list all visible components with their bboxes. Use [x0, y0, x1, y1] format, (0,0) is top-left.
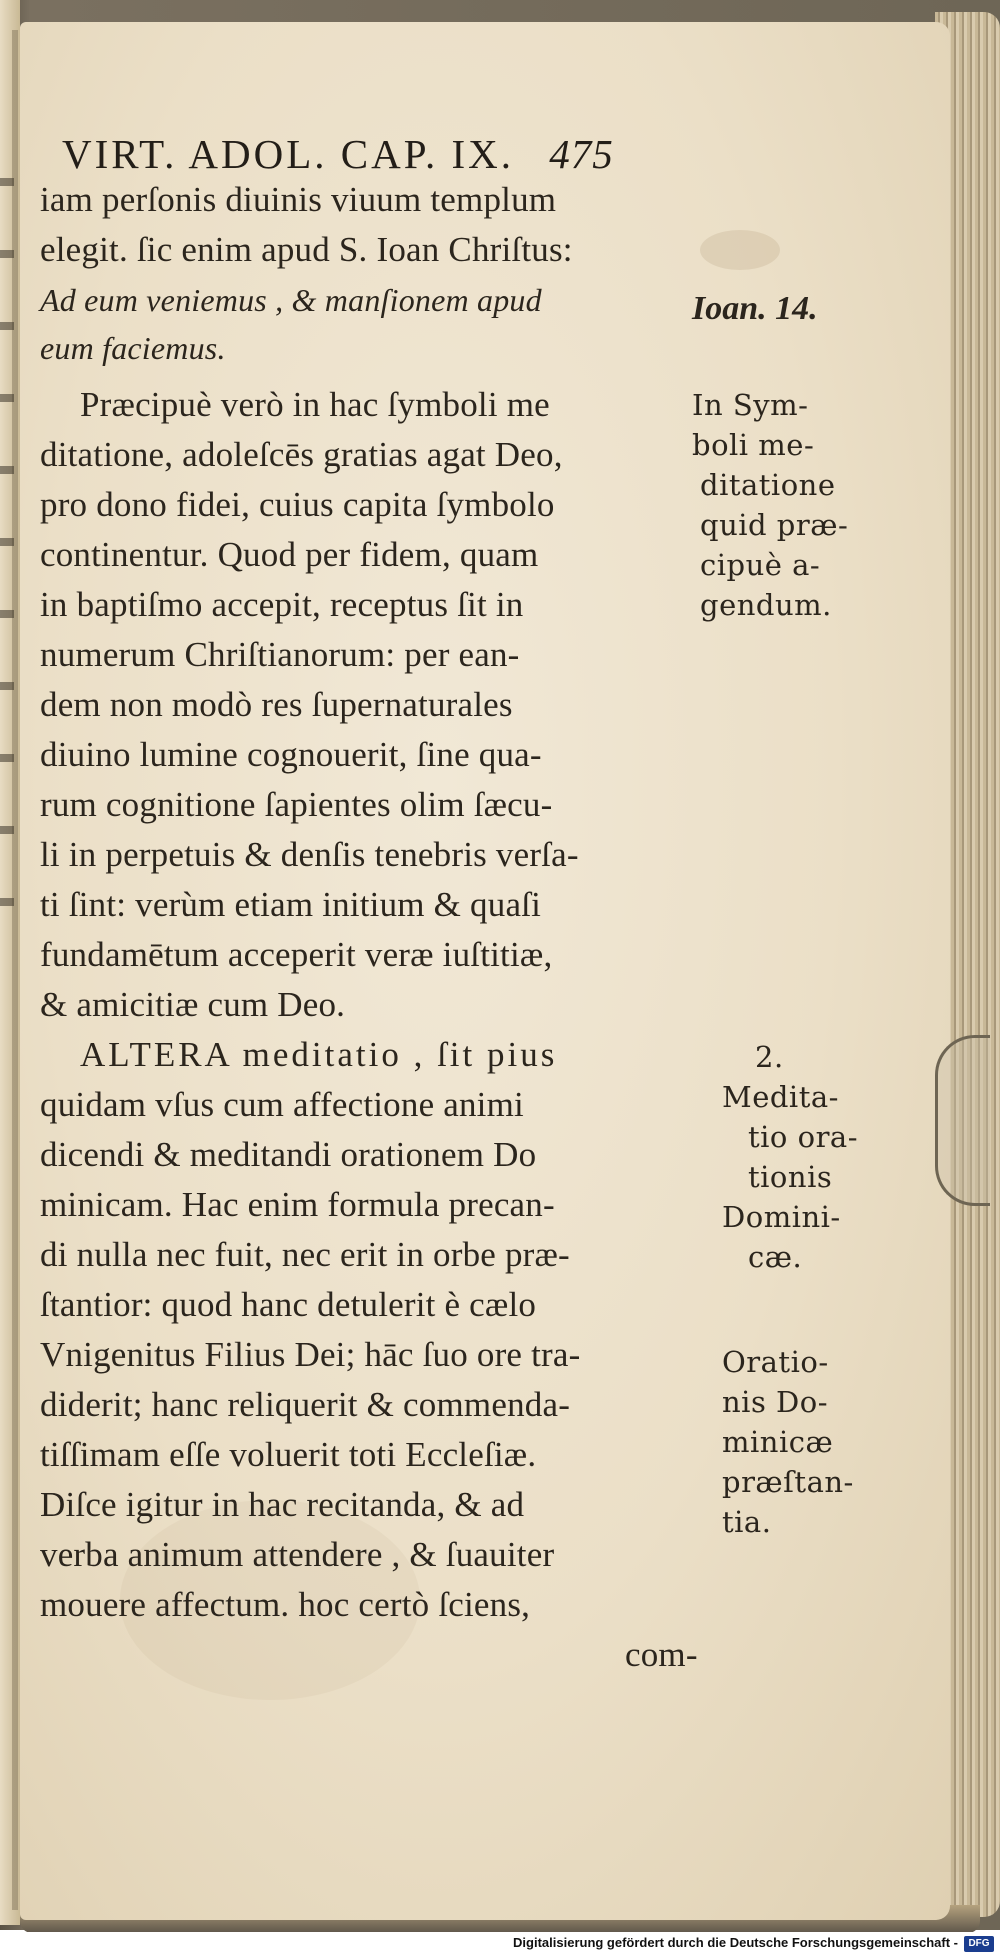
margin-line: cæ.	[748, 1240, 803, 1274]
text-line: rum cognitione ſapientes olim ſæcu-	[40, 785, 553, 824]
page-clip	[935, 1035, 990, 1206]
paper-stain	[700, 230, 780, 270]
text-line: pro dono fidei, cuius capita ſymbolo	[40, 485, 555, 524]
text-line: diuino lumine cognouerit, ſine qua-	[40, 735, 542, 774]
margin-line: In Sym-	[692, 388, 809, 422]
dfg-logo: DFG	[964, 1936, 994, 1952]
text-line: Vnigenitus Filius Dei; hāc ſuo ore tra-	[40, 1335, 581, 1374]
running-title: VIRT. ADOL. CAP. IX.	[62, 131, 514, 177]
text-line: ſtantior: quod hanc detulerit è cælo	[40, 1285, 537, 1324]
text-line: ALTERA meditatio , ſit pius	[80, 1035, 558, 1074]
text-line: diderit; hanc reliquerit & commenda-	[40, 1385, 571, 1424]
text-line: li in perpetuis & denſis tenebris verſa-	[40, 835, 579, 874]
text-line: minicam. Hac enim formula precan-	[40, 1185, 555, 1224]
funding-credit: Digitalisierung gefördert durch die Deutsche Forschungsgemeinschaft -	[513, 1935, 958, 1950]
text-line: ditatione, adoleſcēs gratias agat Deo,	[40, 435, 563, 474]
margin-line: præſtan-	[722, 1465, 854, 1499]
text-line: & amicitiæ cum Deo.	[40, 985, 346, 1024]
text-line: Ad eum veniemus , & manſionem apud	[40, 282, 542, 318]
margin-line: tio ora-	[748, 1120, 859, 1154]
margin-line: ditatione	[700, 468, 836, 502]
text-line: Præcipuè verò in hac ſymboli me	[80, 385, 550, 424]
text-line: tiſſimam eſſe voluerit toti Eccleſiæ.	[40, 1435, 537, 1474]
margin-line: boli me-	[692, 428, 815, 462]
text-line: verba animum attendere , & ſuauiter	[40, 1535, 555, 1574]
margin-line: Medita-	[722, 1080, 839, 1114]
text-line: continentur. Quod per fidem, quam	[40, 535, 539, 574]
margin-line: tionis	[748, 1160, 833, 1194]
margin-line: cipuè a-	[700, 548, 821, 582]
margin-line: quid præ-	[700, 508, 849, 542]
previous-page-text-fragments	[0, 140, 14, 960]
margin-line: gendum.	[700, 588, 832, 622]
margin-line: Domini-	[722, 1200, 841, 1234]
text-line: dicendi & meditandi orationem Do	[40, 1135, 537, 1174]
text-line: dem non modò res ſupernaturales	[40, 685, 513, 724]
margin-reference: Ioan. 14.	[692, 290, 818, 327]
text-line: di nulla nec fuit, nec erit in orbe præ-	[40, 1235, 570, 1274]
catchword: com-	[625, 1635, 698, 1674]
text-line: Diſce igitur in hac recitanda, & ad	[40, 1485, 525, 1524]
margin-line: tia.	[722, 1505, 772, 1539]
digitization-footer	[0, 1932, 1000, 1958]
margin-line: Oratio-	[722, 1345, 829, 1379]
text-line: eum faciemus.	[40, 330, 226, 366]
margin-number: 2.	[755, 1040, 784, 1074]
text-line: mouere affectum. hoc certò ſciens,	[40, 1585, 531, 1624]
margin-line: nis Do-	[722, 1385, 829, 1419]
text-line: fundamētum acceperit veræ iuſtitiæ,	[40, 935, 553, 974]
text-line: elegit. ſic enim apud S. Ioan Chriſtus:	[40, 230, 573, 269]
text-line: in baptiſmo accepit, receptus ſit in	[40, 585, 524, 624]
text-line: iam perſonis diuinis viuum templum	[40, 180, 557, 219]
text-line: quidam vſus cum affectione animi	[40, 1085, 524, 1124]
page-number: 475	[549, 131, 614, 177]
margin-line: minicæ	[722, 1425, 834, 1459]
running-header	[62, 130, 614, 178]
text-line: ti ſint: verùm etiam initium & quaſi	[40, 885, 542, 924]
text-line: numerum Chriſtianorum: per ean-	[40, 635, 520, 674]
